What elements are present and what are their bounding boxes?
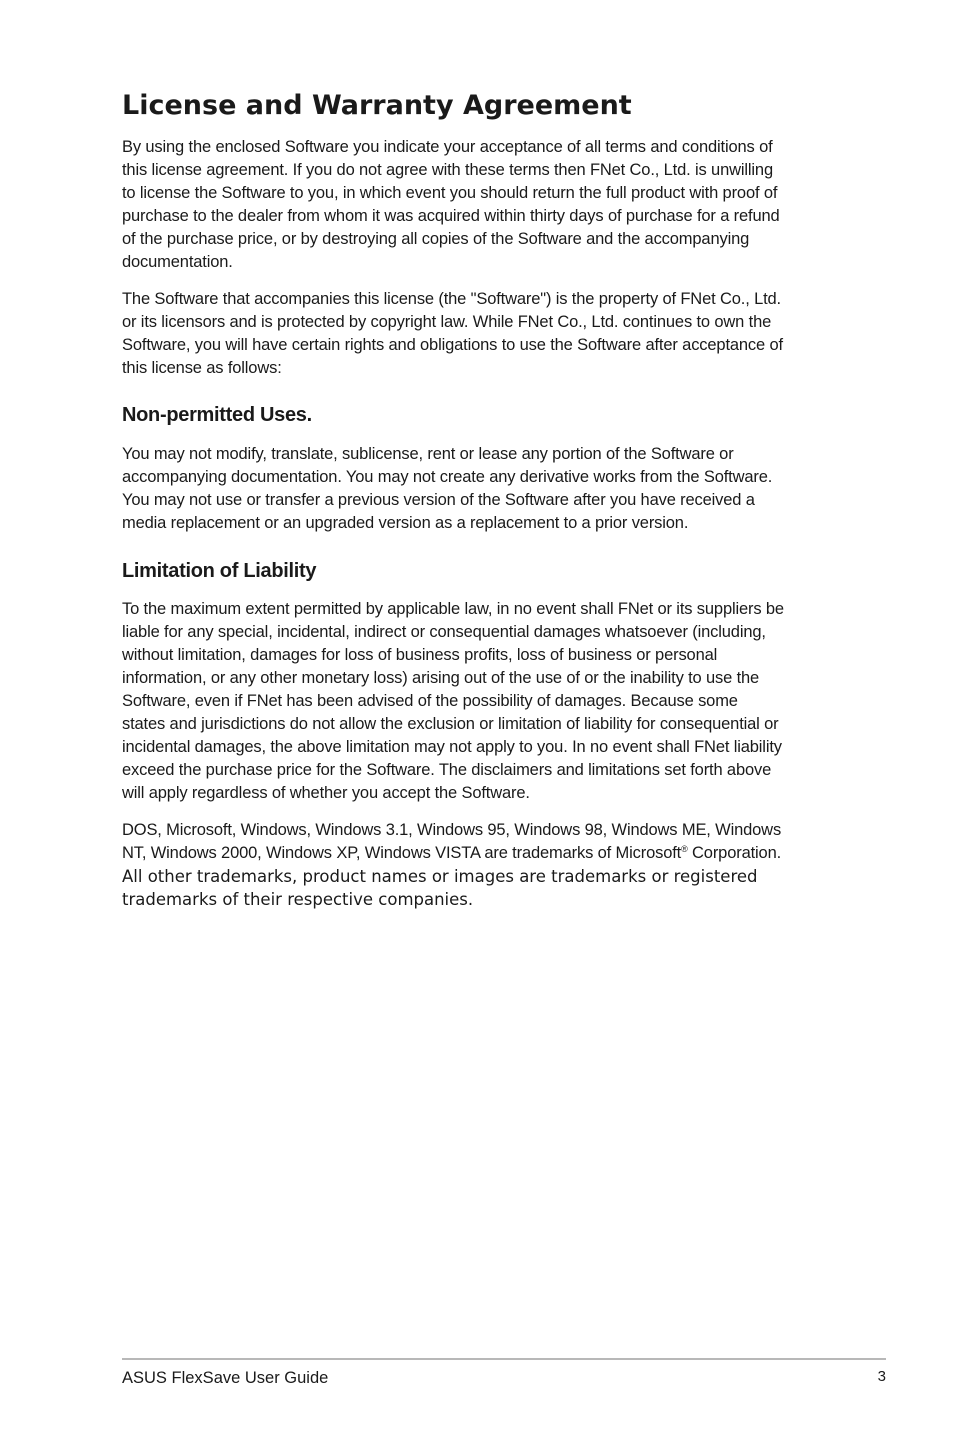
trademarks-tail-line: All other trademarks, product names or images are trademarks or registered (122, 867, 758, 886)
intro-line: this license agreement. If you do not agree with these terms then FNet Co., Ltd. is unwilling (122, 161, 773, 179)
non-permitted-paragraph (122, 443, 838, 535)
trademarks-paragraph (122, 819, 838, 865)
footer-divider (122, 1358, 886, 1360)
ownership-line: this license as follows: (122, 359, 282, 377)
ownership-line: The Software that accompanies this license (the "Software") is the property of FNet Co., Ltd. (122, 290, 781, 308)
non-permitted-heading: Non-permitted Uses. (122, 404, 312, 426)
liability-line: exceed the purchase price for the Software. The disclaimers and limitations set forth above (122, 761, 772, 779)
page-title: License and Warranty Agreement (122, 90, 632, 121)
trademarks-tail-line: trademarks of their respective companies. (122, 890, 474, 909)
trademarks-line: DOS, Microsoft, Windows, Windows 3.1, Windows 95, Windows 98, Windows ME, Windows (122, 821, 782, 839)
liability-line: information, or any other monetary loss) arising out of the use of or the inability to use the (122, 669, 760, 687)
intro-line: documentation. (122, 253, 233, 271)
liability-line: liable for any special, incidental, indirect or consequential damages whatsoever (including, (122, 623, 766, 641)
trademarks-text: Corporation. (687, 844, 782, 862)
liability-line: Software, even if FNet has been advised of the possibility of damages. Because some (122, 692, 738, 710)
liability-line: without limitation, damages for loss of business profits, loss of business or personal (122, 646, 718, 664)
non-permitted-line: You may not modify, translate, sublicense, rent or lease any portion of the Software or (122, 445, 734, 463)
non-permitted-line: media replacement or an upgraded version as a replacement to a prior version. (122, 514, 689, 532)
intro-paragraph (122, 136, 838, 274)
ownership-line: or its licensors and is protected by copyright law. While FNet Co., Ltd. continues to own the (122, 313, 772, 331)
intro-line: By using the enclosed Software you indicate your acceptance of all terms and conditions of (122, 138, 773, 156)
liability-line: will apply regardless of whether you accept the Software. (122, 784, 530, 802)
trademarks-tail-paragraph (122, 865, 838, 911)
intro-line: to license the Software to you, in which event you should return the full product with proof of (122, 184, 778, 202)
intro-line: of the purchase price, or by destroying all copies of the Software and the accompanying (122, 230, 750, 248)
non-permitted-line: accompanying documentation. You may not create any derivative works from the Software. (122, 468, 773, 486)
registered-mark: ® (681, 844, 688, 854)
ownership-line: Software, you will have certain rights and obligations to use the Software after acceptance of (122, 336, 783, 354)
liability-paragraph (122, 598, 838, 805)
intro-line: purchase to the dealer from whom it was acquired within thirty days of purchase for a refund (122, 207, 780, 225)
liability-line: incidental damages, the above limitation may not apply to you. In no event shall FNet liability (122, 738, 782, 756)
liability-heading: Limitation of Liability (122, 560, 317, 582)
liability-line: To the maximum extent permitted by applicable law, in no event shall FNet or its suppliers be (122, 600, 784, 618)
ownership-paragraph (122, 288, 838, 380)
non-permitted-line: You may not use or transfer a previous version of the Software after you have received a (122, 491, 755, 509)
page-number: 3 (877, 1368, 886, 1385)
trademarks-text: NT, Windows 2000, Windows XP, Windows VISTA are trademarks of Microsoft (122, 844, 682, 862)
trademarks-line (122, 842, 838, 865)
liability-line: states and jurisdictions do not allow the exclusion or limitation of liability for consequential or (122, 715, 779, 733)
footer-guide-title: ASUS FlexSave User Guide (122, 1369, 329, 1387)
